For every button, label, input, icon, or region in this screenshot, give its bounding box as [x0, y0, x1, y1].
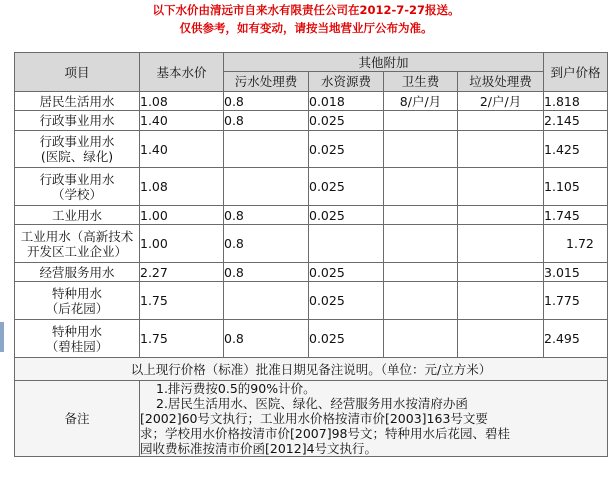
garbage-fee-cell: [458, 263, 544, 282]
garbage-fee-cell: [458, 111, 544, 131]
table-row: [15, 131, 608, 168]
sanitation-fee-cell: [384, 168, 458, 206]
row-name: 行政事业用水 (医院、绿化): [15, 131, 140, 168]
row-name: 工业用水（高新技术 开发区工业企业）: [15, 225, 140, 263]
total-price-cell: 1.72: [544, 225, 608, 263]
header-total-price: 到户价格: [544, 53, 608, 92]
garbage-fee-cell: [458, 131, 544, 168]
total-price-cell: 2.495: [544, 320, 608, 358]
base-price-cell: 1.75: [140, 282, 224, 320]
sanitation-fee-cell: [384, 225, 458, 263]
base-price-cell: 1.08: [140, 92, 224, 111]
source-notice: 以下水价由清远市自来水有限责任公司在2012-7-27报送。: [152, 3, 460, 17]
sewage-fee-cell: 0.8: [224, 92, 309, 111]
row-name: 工业用水: [15, 206, 140, 225]
row-name: 行政事业用水 （学校）: [15, 168, 140, 206]
header-sanitation-fee: 卫生费: [384, 72, 458, 92]
base-price-cell: 2.27: [140, 263, 224, 282]
table-row: [15, 263, 608, 282]
base-price-cell: 1.00: [140, 206, 224, 225]
header-resource-fee: 水资源费: [309, 72, 384, 92]
base-price-cell: 1.08: [140, 168, 224, 206]
total-price-cell: 1.775: [544, 282, 608, 320]
resource-fee-cell: 0.025: [309, 168, 384, 206]
summary-row: [15, 358, 608, 381]
header-row-1: [15, 53, 608, 72]
base-price-cell: 1.40: [140, 131, 224, 168]
header-garbage-fee: 垃圾处理费: [458, 72, 544, 92]
disclaimer-notice: 仅供参考，如有变动，请按当地营业厅公布为准。: [179, 21, 433, 35]
sanitation-fee-cell: [384, 111, 458, 131]
notes-content: [140, 381, 608, 457]
table-row: [15, 92, 608, 111]
resource-fee-cell: 0.025: [309, 131, 384, 168]
header-surcharges: 其他附加: [224, 53, 544, 72]
table-row: [15, 282, 608, 320]
note-line-3: [2002]60号文执行；工业用水价格按清市价[2003]163号文要: [140, 411, 488, 426]
garbage-fee-cell: [458, 225, 544, 263]
resource-fee-cell: 0.025: [309, 282, 384, 320]
row-name: 行政事业用水: [15, 111, 140, 131]
sanitation-fee-cell: [384, 131, 458, 168]
row-name: 特种用水 （碧桂园）: [15, 320, 140, 358]
resource-fee-cell: 0.025: [309, 206, 384, 225]
base-price-cell: 1.40: [140, 111, 224, 131]
sanitation-fee-cell: [384, 263, 458, 282]
row-name: 经营服务用水: [15, 263, 140, 282]
header-base-price: 基本水价: [140, 53, 224, 92]
table-row: [15, 225, 608, 263]
total-price-cell: 1.425: [544, 131, 608, 168]
resource-fee-cell: 0.018: [309, 92, 384, 111]
notes-row: [15, 381, 608, 457]
sanitation-fee-cell: [384, 282, 458, 320]
total-price-cell: 3.015: [544, 263, 608, 282]
sewage-fee-cell: 0.8: [224, 206, 309, 225]
note-line-4: 求；学校用水价格按清市价[2007]98号文；特种用水后花园、碧桂: [140, 426, 510, 441]
sanitation-fee-cell: [384, 206, 458, 225]
price-unit-note: 以上现行价格（标准）批准日期见备注说明。（单位：元/立方米）: [15, 358, 608, 381]
row-name: 居民生活用水: [15, 92, 140, 111]
sewage-fee-cell: [224, 168, 309, 206]
header-item: 项目: [15, 53, 140, 92]
resource-fee-cell: [309, 225, 384, 263]
scrollbar-edge-marker: [0, 322, 4, 352]
garbage-fee-cell: [458, 282, 544, 320]
base-price-cell: 1.75: [140, 320, 224, 358]
garbage-fee-cell: [458, 320, 544, 358]
total-price-cell: 1.105: [544, 168, 608, 206]
resource-fee-cell: 0.025: [309, 111, 384, 131]
total-price-cell: 2.145: [544, 111, 608, 131]
sewage-fee-cell: [224, 282, 309, 320]
sewage-fee-cell: 0.8: [224, 263, 309, 282]
table-row: [15, 168, 608, 206]
base-price-cell: 1.00: [140, 225, 224, 263]
resource-fee-cell: 0.025: [309, 263, 384, 282]
notes-label: 备注: [15, 381, 140, 457]
table-row: [15, 320, 608, 358]
sanitation-fee-cell: [384, 320, 458, 358]
water-price-table: [14, 52, 608, 457]
garbage-fee-cell: [458, 206, 544, 225]
header-sewage-fee: 污水处理费: [224, 72, 309, 92]
sewage-fee-cell: 0.8: [224, 320, 309, 358]
note-line-5: 园收费标准按清市价函[2012]4号文执行。: [140, 441, 378, 456]
row-name: 特种用水 （后花园）: [15, 282, 140, 320]
sanitation-fee-cell: 8/户/月: [384, 92, 458, 111]
sewage-fee-cell: [224, 131, 309, 168]
table-row: [15, 111, 608, 131]
sewage-fee-cell: 0.8: [224, 225, 309, 263]
total-price-cell: 1.745: [544, 206, 608, 225]
table-row: [15, 206, 608, 225]
sewage-fee-cell: 0.8: [224, 111, 309, 131]
note-line-2: 2.居民生活用水、医院、绿化、经营服务用水按清府办函: [156, 396, 468, 411]
resource-fee-cell: 0.025: [309, 320, 384, 358]
note-line-1: 1.排污费按0.5的90%计价。: [156, 381, 316, 396]
total-price-cell: 1.818: [544, 92, 608, 111]
garbage-fee-cell: 2/户/月: [458, 92, 544, 111]
garbage-fee-cell: [458, 168, 544, 206]
